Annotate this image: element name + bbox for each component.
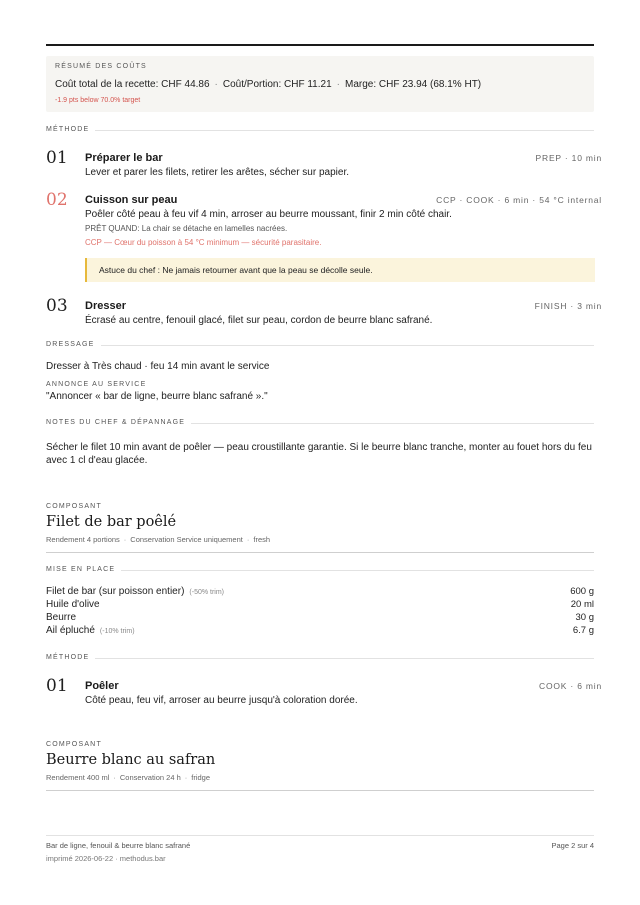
step-number: 02 [46,190,68,210]
announce-text: "Annoncer « bar de ligne, beurre blanc safrané »." [46,391,268,402]
separator: · [336,79,340,90]
step-description: Écrasé au centre, fenouil glacé, filet sur peau, cordon de beurre blanc safrané. [85,315,433,326]
step-number: 01 [46,676,68,696]
step-title: Préparer le bar [85,152,163,164]
plating-label: DRESSAGE [46,341,101,348]
step-number: 03 [46,296,68,316]
ingredient-name: Ail épluché [46,625,95,636]
component-meta [46,535,270,544]
ingredient-row [46,625,594,637]
ingredient-quantity: 600 g [570,586,594,597]
ingredient-row [46,599,594,611]
ingredient-name: Huile d'olive [46,599,100,610]
component-meta [46,773,210,782]
step-meta: FINISH · 3 min [534,301,602,311]
ingredient-trim: (-10% trim) [99,628,135,635]
footer-printed: imprimé 2026-06-22 · methodus.bar [46,854,166,863]
step-description: Côté peau, feu vif, arroser au beurre jusqu'à coloration dorée. [85,695,358,706]
separator: · [123,535,127,544]
component-storage: Conservation 24 h [119,773,181,782]
separator: · [214,79,218,90]
component-label: COMPOSANT [46,503,102,510]
component-storage: Conservation Service uniquement [130,535,243,544]
step-title: Cuisson sur peau [85,194,178,206]
ingredient-row [46,612,594,624]
top-rule [46,44,594,46]
portion-cost: Coût/Portion: CHF 11.21 [222,79,332,90]
step-description: Poêler côté peau à feu vif 4 min, arroser au beurre moussant, finir 2 min côté chair. [85,209,452,220]
ccp-note: CCP — Cœur du poisson à 54 °C minimum — sécurité parasitaire. [85,238,322,247]
ingredient-quantity: 20 ml [570,599,594,610]
cost-line [55,79,481,90]
method-section-header [46,126,594,136]
step-description: Lever et parer les filets, retirer les arêtes, sécher sur papier. [85,167,350,178]
ready-when: PRÊT QUAND: La chair se détache en lamelles nacrées. [85,224,288,233]
cost-summary [46,56,594,112]
cost-summary-label: RÉSUMÉ DES COÛTS [55,63,147,70]
separator: · [113,773,116,782]
announce-label: ANNONCE AU SERVICE [46,381,147,388]
component-state: fresh [253,535,271,544]
margin: Marge: CHF 23.94 (68.1% HT) [344,79,482,90]
margin-warning: -1.9 pts below 70.0% target [55,97,141,104]
step-title: Dresser [85,300,126,312]
notes-text: Sécher le filet 10 min avant de poêler — peau croustillante garantie. Si le beurre blanc tranche, monter au fouet hors du feu avec 1 cl d'eau glacée. [46,442,592,466]
total-cost: Coût total de la recette: CHF 44.86 [55,79,210,90]
notes-label: NOTES DU CHEF & DÉPANNAGE [46,419,191,426]
component-rule [46,552,594,553]
chef-tip-text: Astuce du chef : Ne jamais retourner avant que la peau se décolle seule. [99,265,373,275]
component-method-header [46,654,594,664]
footer-rule [46,835,594,836]
ingredient-quantity: 30 g [575,612,594,623]
component-label: COMPOSANT [46,741,102,748]
notes-section-header [46,419,594,429]
separator: · [184,773,188,782]
ingredient-name: Beurre [46,612,77,623]
plating-section-header [46,341,594,351]
method-label: MÉTHODE [46,126,95,133]
step-title: Poêler [85,680,119,692]
plating-text: Dresser à Très chaud · feu 14 min avant le service [46,361,270,372]
mise-en-place-label: MISE EN PLACE [46,566,121,573]
step-meta: CCP · COOK · 6 min · 54 °C internal [436,195,602,205]
mise-en-place-header [46,566,594,576]
separator: · [246,535,250,544]
component-method-label: MÉTHODE [46,654,95,661]
ingredient-trim: (-50% trim) [189,589,225,596]
component-rule [46,790,594,791]
step-number: 01 [46,148,68,168]
component-name: Filet de bar poêlé [46,514,177,530]
component-name: Beurre blanc au safran [46,752,216,768]
step-meta: PREP · 10 min [535,153,602,163]
ingredient-name: Filet de bar (sur poisson entier) [46,586,185,597]
ingredient-quantity: 6.7 g [572,625,594,636]
footer-recipe-name: Bar de ligne, fenouil & beurre blanc safrané [46,841,191,850]
component-yield: Rendement 4 portions [46,535,120,544]
chef-tip [85,258,595,282]
ingredient-row [46,586,594,598]
component-state: fridge [191,773,211,782]
page-number: Page 2 sur 4 [551,841,594,850]
step-meta: COOK · 6 min [539,681,602,691]
component-yield: Rendement 400 ml [46,773,110,782]
